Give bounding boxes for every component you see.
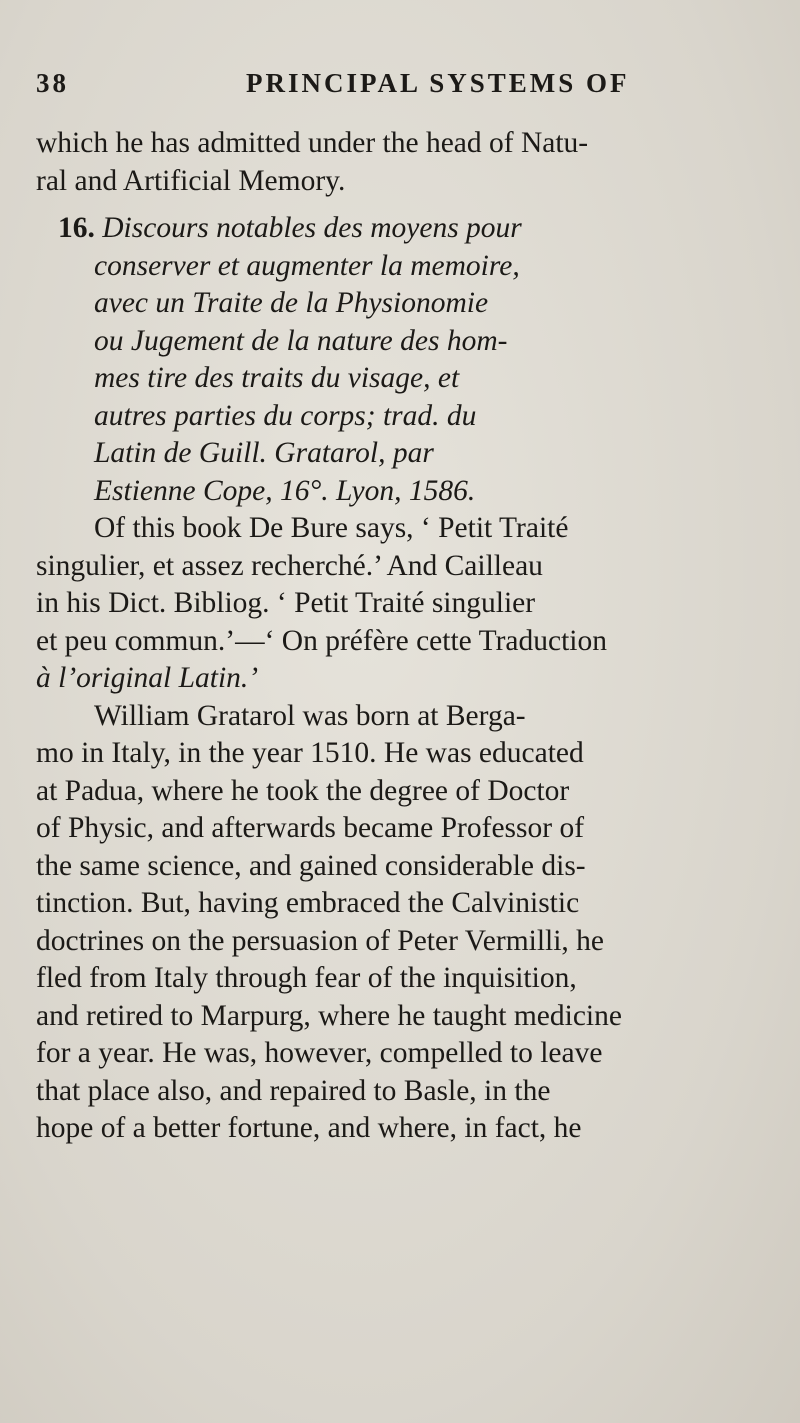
entry-title: Discours notables des moyens pour	[102, 212, 522, 244]
bibliography-entry-line: ou Jugement de la nature des hom-	[94, 324, 508, 357]
paragraph-line: William Gratarol was born at Berga-	[94, 699, 526, 732]
text-block	[36, 125, 766, 1148]
paragraph-line: and retired to Marpurg, where he taught medicine	[36, 999, 622, 1032]
running-title: PRINCIPAL SYSTEMS OF	[246, 68, 630, 98]
bibliography-entry-first-line	[36, 210, 766, 248]
paragraph-line: that place also, and repaired to Basle, in the	[36, 1074, 551, 1107]
paragraph-line: doctrines on the persuasion of Peter Vermilli, he	[36, 924, 605, 957]
paragraph-line: for a year. He was, however, compelled to leave	[36, 1037, 603, 1069]
running-head	[36, 68, 764, 108]
text-line: which he has admitted under the head of Natu-	[36, 127, 589, 159]
note-line: in his Dict. Bibliog. ‘ Petit Traité singulier	[36, 587, 536, 619]
paragraph-line: tinction. But, having embraced the Calvinistic	[36, 887, 580, 919]
page-number: 38	[36, 68, 69, 98]
paragraph-line: mo in Italy, in the year 1510. He was educated	[36, 737, 584, 769]
paragraph-line: the same science, and gained considerable dis-	[36, 849, 586, 882]
bibliography-entry-line: conserver et augmenter la memoire,	[94, 249, 520, 282]
bibliography-entry-line: Latin de Guill. Gratarol, par	[94, 437, 434, 469]
note-line: singulier, et assez recherché.’ And Cailleau	[36, 549, 543, 582]
paragraph-line: fled from Italy through fear of the inquisition,	[36, 962, 577, 994]
note-line: à l’original Latin.’	[36, 662, 259, 694]
note-line: et peu commun.’—‘ On préfère cette Traduction	[36, 624, 607, 657]
text-line: ral and Artificial Memory.	[36, 164, 346, 197]
note-line: Of this book De Bure says, ‘ Petit Traité	[94, 512, 569, 544]
paragraph-line: hope of a better fortune, and where, in fact, he	[36, 1112, 582, 1144]
spacer	[36, 200, 766, 210]
entry-number: 16.	[58, 212, 95, 244]
bibliography-entry-line: mes tire des traits du visage, et	[94, 362, 460, 394]
paragraph-line: of Physic, and afterwards became Professor of	[36, 812, 585, 844]
paragraph-line: at Padua, where he took the degree of Doctor	[36, 774, 570, 807]
bibliography-entry-line: avec un Traite de la Physionomie	[94, 287, 489, 319]
bibliography-entry-line: Estienne Cope, 16°. Lyon, 1586.	[94, 474, 476, 507]
bibliography-entry-line: autres parties du corps; trad. du	[94, 399, 477, 432]
